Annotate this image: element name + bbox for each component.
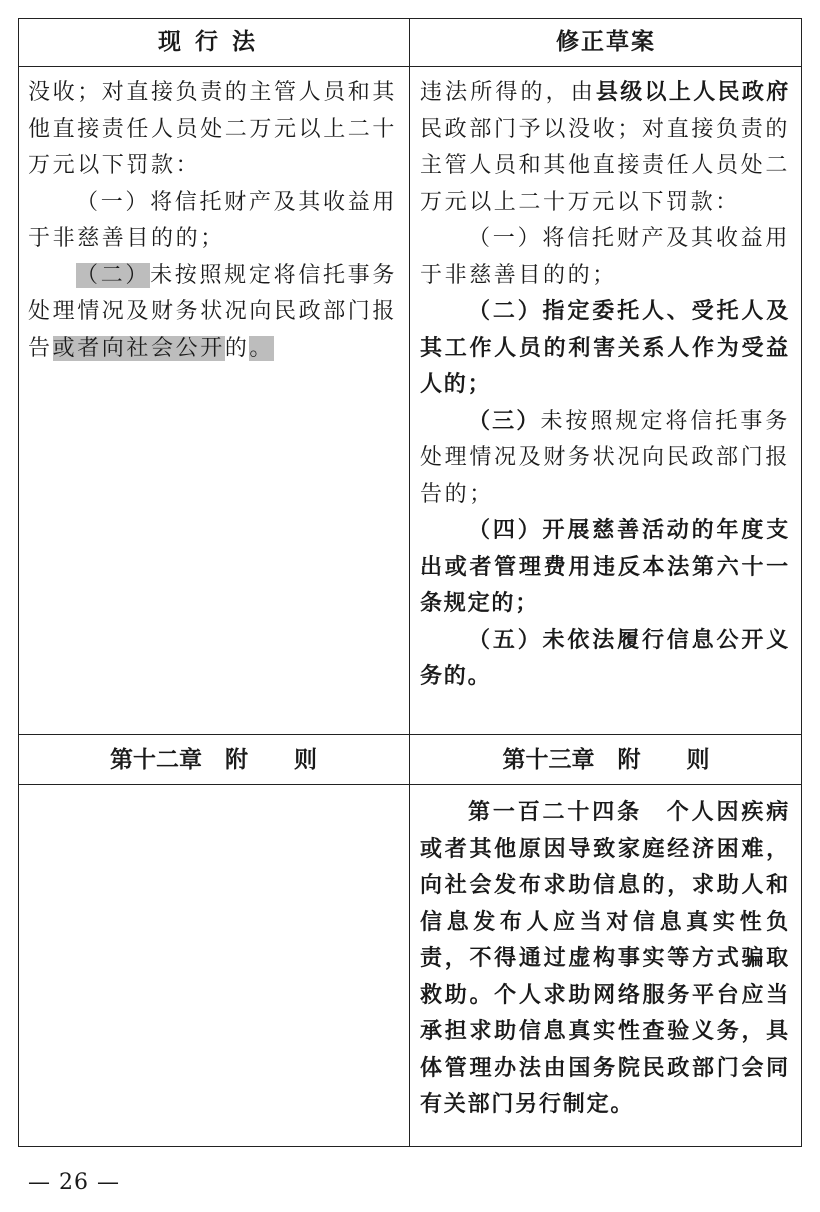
draft-item-5: （五）未依法履行信息公开义务的。 xyxy=(420,627,790,689)
current-law-paragraph: 没收；对直接负责的主管人员和其他直接责任人员处二万元以上二十万元以下罚款： xyxy=(28,80,398,178)
draft-item-3-number: （三） xyxy=(468,408,541,434)
draft-paragraph xyxy=(420,75,790,221)
chapter-title-current: 第十二章 附 则 xyxy=(110,747,317,773)
highlight-deleted-period: 。 xyxy=(249,335,275,361)
draft-amendment-cell xyxy=(410,75,802,696)
highlight-deleted-number: （二） xyxy=(76,262,151,288)
draft-item-1: （一）将信托财产及其收益用于非慈善目的的； xyxy=(420,226,790,288)
draft-item-4: （四）开展慈善活动的年度支出或者管理费用违反本法第六十一条规定的； xyxy=(420,518,790,616)
header-draft-amendment: 修正草案 xyxy=(556,29,656,55)
current-law-cell xyxy=(18,75,409,367)
item-2-end: 的 xyxy=(224,335,250,361)
current-law-item-1: （一）将信托财产及其收益用于非慈善目的的； xyxy=(28,189,397,251)
draft-paragraph-start: 违法所得的，由 xyxy=(420,80,596,105)
page-number: — 26 — xyxy=(28,1170,120,1195)
draft-article-124: 第一百二十四条 个人因疾病或者其他原因导致家庭经济困难，向社会发布求助信息的，求助人和信息发布人应当对信息真实性负责，不得通过虚构事实等方式骗取救助。个人求助网络服务平台应当承担求助信息真实性查验义务，具体管理办法由国务院民政部门会同有关部门另行制定。 xyxy=(420,800,790,1117)
header-divider xyxy=(18,66,802,67)
comparison-table xyxy=(18,18,802,1147)
item-2-text: 未按照规定将信托事务处理情况及财务状况向民政部门报告 xyxy=(28,262,398,361)
draft-added-phrase: 县级以上人民政府 xyxy=(595,80,791,105)
current-law-item-2 xyxy=(28,258,397,368)
highlight-deleted-phrase: 或者向社会公开 xyxy=(52,335,225,361)
draft-item-3-text: 未按照规定将信托事务处理情况及财务状况向民政部门报告的； xyxy=(420,408,790,507)
draft-item-3 xyxy=(420,404,790,514)
draft-article-cell xyxy=(410,795,802,1124)
draft-item-2: （二）指定委托人、受托人及其工作人员的利害关系人作为受益人的； xyxy=(420,299,790,397)
chapter-title-draft: 第十三章 附 则 xyxy=(502,747,710,773)
header-current-law: 现行法 xyxy=(158,29,269,55)
draft-paragraph-rest: 民政部门予以没收；对直接负责的主管人员和其他直接责任人员处二万元以上二十万元以下罚款： xyxy=(420,116,790,215)
